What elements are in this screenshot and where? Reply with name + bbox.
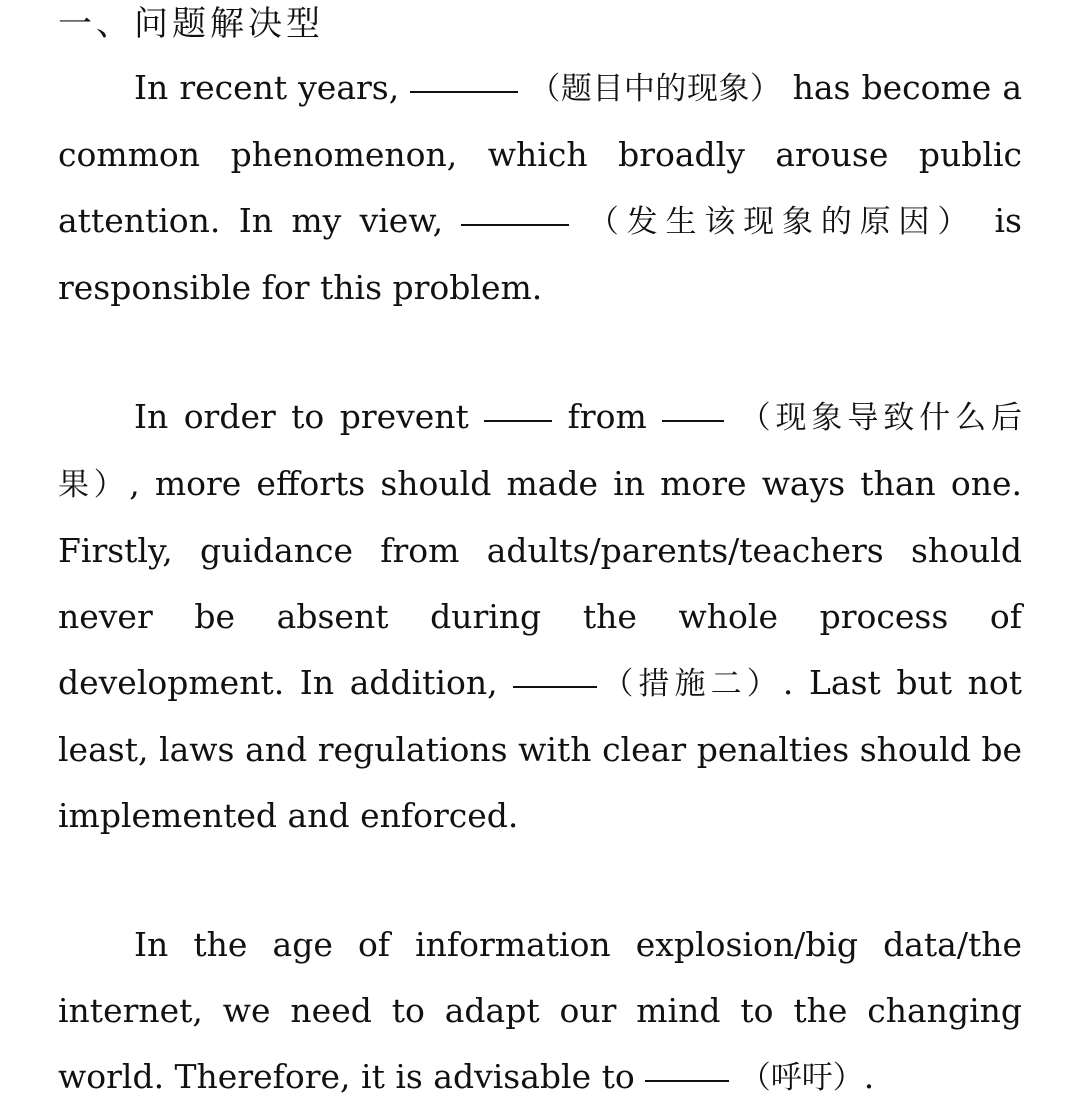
- paragraph-conclusion: [58, 912, 1022, 1111]
- text-segment: In the age of information explosion/big data/the internet, we need to adapt our mind to the changing world. Therefore, it is advisable to: [58, 925, 1022, 1096]
- fill-in-blank: [484, 420, 552, 422]
- fill-in-blank: [410, 91, 518, 93]
- fill-in-blank: [662, 420, 724, 422]
- paragraph-2-text: [58, 384, 1022, 849]
- text-segment: In order to prevent: [134, 397, 485, 436]
- chinese-note: （现象导致什么后果）: [58, 400, 1022, 503]
- text-segment: . Last but not least, laws and regulations with clear penalties should be implemented and enforced.: [58, 663, 1022, 835]
- chinese-note: （呼吁）: [739, 1060, 864, 1096]
- paragraph-3-text: [58, 912, 1022, 1111]
- fill-in-blank: [645, 1080, 729, 1082]
- text-segment: is responsible for this problem.: [58, 201, 1022, 307]
- fill-in-blank: [461, 224, 569, 226]
- text-segment: In recent years,: [134, 68, 411, 107]
- text-segment: , more efforts should made in more ways than one. Firstly, guidance from adults/parents/teachers should never be absent during the whole process of development. In addition,: [58, 464, 1022, 702]
- paragraph-1-text: [58, 55, 1022, 321]
- text-segment: has become a common phenomenon, which broadly arouse public attention. In my view,: [58, 68, 1022, 240]
- section-heading: 一、问题解决型: [58, 4, 324, 44]
- chinese-note: （措施二）: [597, 666, 783, 702]
- text-segment: .: [863, 1057, 875, 1096]
- paragraph-introduction: [58, 55, 1022, 321]
- fill-in-blank: [513, 686, 597, 688]
- chinese-note: （题目中的现象）: [529, 71, 782, 107]
- chinese-note: （发生该现象的原因）: [587, 204, 977, 240]
- text-segment: from: [552, 397, 663, 436]
- paragraph-measures: [58, 384, 1022, 849]
